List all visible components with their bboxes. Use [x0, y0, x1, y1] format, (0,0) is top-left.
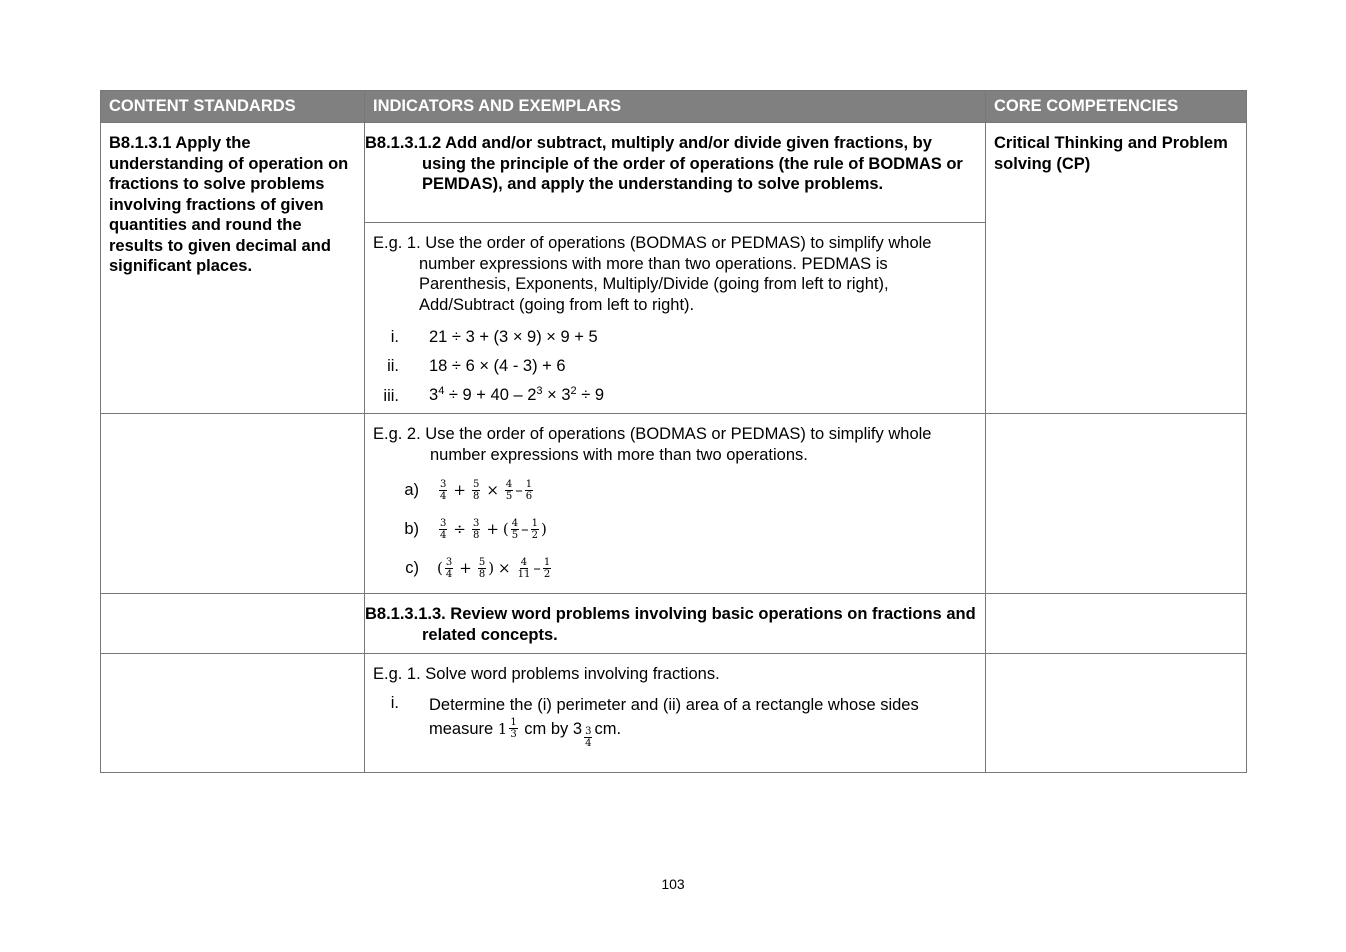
example-1-cell: [365, 223, 986, 414]
example-2-cell: [365, 414, 986, 594]
empty-cell: [101, 594, 365, 654]
fraction-expression-b: $\frac{3}{4}$ ÷ $\frac{3}{8}$ + ( $\frac{4}{5}$ – $\frac{1}{2}$ ): [440, 518, 547, 541]
word-problem-text: Determine the (i) perimeter and (ii) area of a rectangle whose sides measure 1 $\frac{1}{3}$ cm by 3 $\frac{3}{4}$ cm.: [429, 695, 919, 749]
page-number: 103: [661, 876, 685, 892]
indicator-cell-2: [365, 594, 986, 654]
fraction-expression-c: ( $\frac{3}{4}$ + $\frac{5}{8}$ ) × $\frac{4}{11}$ – $\frac{1}{2}$: [437, 557, 551, 580]
list-item: b) $\frac{3}{4}$ ÷ $\frac{3}{8}$ + ( $\frac{4}{5}$ – $\frac{1}{2}$ ): [404, 518, 547, 541]
list-item: a) $\frac{3}{4}$ + $\frac{5}{8}$ × $\frac{4}{5}$ – $\frac{1}{6}$: [373, 471, 977, 510]
list-item: c) ( $\frac{3}{4}$ + $\frac{5}{8}$ ) × $\frac{4}{11}$ – $\frac{1}{2}$: [373, 549, 977, 588]
empty-cell: [101, 414, 365, 594]
expression: $3^4 \div 9 + 40 - 2^3 \times 3^2 \div 9$: [429, 384, 605, 404]
content-standard-cell: [101, 123, 365, 414]
expression: 18 ÷ 6 × (4 - 3) + 6: [429, 357, 566, 375]
list-item: iii. $3^4 \div 9 + 40 - 2^3 \times 3^2 \div 9$: [373, 381, 977, 411]
content-standard-text: B8.1.3.1 Apply the understanding of operation on fractions to solve problems involving fractions of given quantities and round the results to given decimal and significant places.: [109, 134, 349, 275]
header-indicators: INDICATORS AND EXEMPLARS: [365, 91, 986, 123]
list-item: i. 21 ÷ 3 + (3 × 9) × 9 + 5: [390, 327, 598, 346]
header-core-competencies: CORE COMPETENCIES: [986, 91, 1247, 123]
header-row: [101, 91, 1247, 123]
indicator-cell-1: [365, 123, 986, 223]
fraction-expression-a: $\frac{3}{4}$ + $\frac{5}{8}$ × $\frac{4}{5}$ – $\frac{1}{6}$: [440, 479, 533, 502]
example-3-cell: [365, 654, 986, 773]
example-3-text: E.g. 1. Solve word problems involving fractions.: [373, 665, 720, 683]
core-competency-cell: [986, 123, 1247, 414]
indicator-1-text: B8.1.3.1.2 Add and/or subtract, multiply and/or divide given fractions, by using the principle of the order of operations (the rule of BODMAS or PEMDAS), and apply the understanding to solve problems.: [365, 134, 963, 193]
empty-cell: [101, 654, 365, 773]
expression: 21 ÷ 3 + (3 × 9) × 9 + 5: [429, 327, 598, 346]
curriculum-table: [100, 90, 1247, 773]
list-item: ii. 18 ÷ 6 × (4 - 3) + 6: [387, 357, 566, 375]
list-item: i. Determine the (i) perimeter and (ii) area of a rectangle whose sides measure 1 $\frac{1}{3}$ cm by 3 $\frac{3}{4}$ cm.: [373, 693, 977, 749]
example-1-text: E.g. 1. Use the order of operations (BODMAS or PEDMAS) to simplify whole number expressions with more than two operations. PEDMAS is Parenthesis, Exponents, Multiply/Divide (going from left to right), Add/Subtract (going from left to right).: [373, 234, 932, 314]
empty-cell: [986, 654, 1247, 773]
empty-cell: [986, 414, 1247, 594]
example-2-text: E.g. 2. Use the order of operations (BODMAS or PEDMAS) to simplify whole number expressions with more than two operations.: [373, 425, 932, 464]
indicator-2-text: B8.1.3.1.3. Review word problems involving basic operations on fractions and related concepts.: [365, 605, 976, 644]
core-competency-text: Critical Thinking and Problem solving (CP): [994, 134, 1228, 173]
header-content-standards: CONTENT STANDARDS: [101, 91, 365, 123]
empty-cell: [986, 594, 1247, 654]
